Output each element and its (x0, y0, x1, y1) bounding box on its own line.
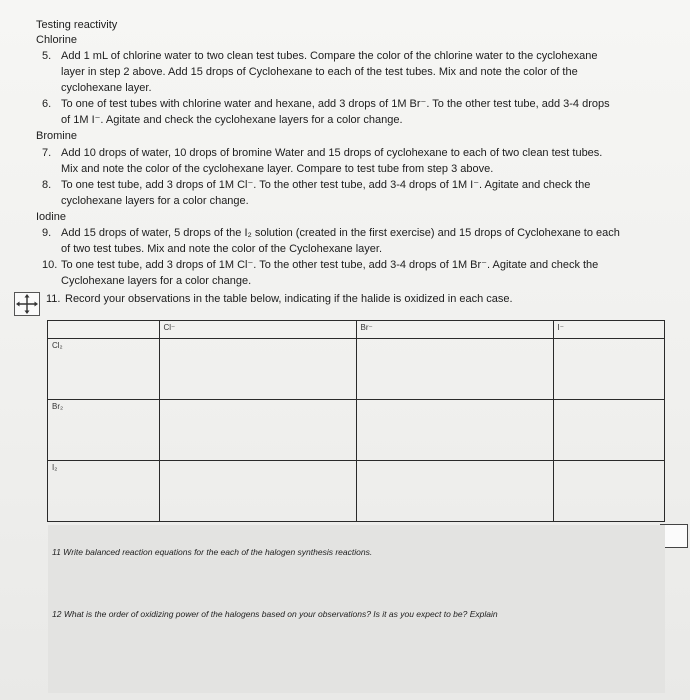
step-text: layer in step 2 above. Add 15 drops of Cyclohexane to each of the test tubes. Mix and note the color of the (61, 66, 578, 78)
table-cell[interactable] (159, 339, 356, 400)
table-row (48, 400, 665, 461)
step-number: 5. (42, 50, 52, 62)
table-cell[interactable] (356, 461, 553, 522)
table-cell[interactable] (159, 400, 356, 461)
answer-area[interactable] (48, 525, 665, 693)
step-text: of two test tubes. Mix and note the color of the Cyclohexane layer. (61, 243, 383, 255)
table-row (48, 461, 665, 522)
step-text: of 1M I⁻. Agitate and check the cyclohexane layers for a color change. (61, 114, 403, 126)
step-text: Cyclohexane layers for a color change. (61, 275, 252, 287)
table-cell[interactable] (356, 400, 553, 461)
step-text: To one of test tubes with chlorine water and hexane, add 3 drops of 1M Br⁻. To the other test tube, add 3-4 drops (61, 98, 610, 110)
table-cell[interactable] (159, 461, 356, 522)
question-12: 12 What is the order of oxidizing power of the halogens based on your observations? Is it as you expect to be? Explain (52, 609, 498, 619)
step-number: 8. (42, 179, 52, 191)
row-header-bromine: Br₂ (48, 400, 160, 461)
step-number: 7. (42, 147, 52, 159)
page-title: Testing reactivity (36, 19, 118, 31)
step-text: Add 10 drops of water, 10 drops of bromine Water and 15 drops of cyclohexane to each of two clean test tubes. (61, 147, 603, 159)
observation-table (47, 320, 665, 522)
step-text: To one test tube, add 3 drops of 1M Cl⁻. To the other test tube, add 3-4 drops of 1M I⁻. Agitate and check the (61, 179, 591, 191)
step-text: Add 1 mL of chlorine water to two clean test tubes. Compare the color of the chlorine water to the cyclohexane (61, 50, 598, 62)
table-cell[interactable] (356, 339, 553, 400)
section-heading-chlorine: Chlorine (36, 34, 77, 46)
step-text: Mix and note the color of the cyclohexane layer. Compare to test tube from step 3 above. (61, 163, 494, 175)
column-header-chloride: Cl⁻ (159, 321, 356, 339)
table-corner-cell (48, 321, 160, 339)
table-row (48, 339, 665, 400)
step-number: 11. (46, 293, 61, 305)
question-11: 11 Write balanced reaction equations for the each of the halogen synthesis reactions. (52, 547, 373, 557)
step-text: cyclohexane layer. (61, 82, 152, 94)
column-header-bromide: Br⁻ (356, 321, 553, 339)
table-cell[interactable] (553, 400, 665, 461)
step-text: cyclohexane layers for a color change. (61, 195, 249, 207)
column-header-iodide: I⁻ (553, 321, 665, 339)
table-cell[interactable] (553, 339, 665, 400)
table-cell[interactable] (553, 461, 665, 522)
move-arrows-icon[interactable] (14, 292, 40, 316)
step-number: 10. (42, 259, 58, 271)
section-heading-bromine: Bromine (36, 130, 77, 142)
row-header-iodine: I₂ (48, 461, 160, 522)
step-text: To one test tube, add 3 drops of 1M Cl⁻. To the other test tube, add 3-4 drops of 1M Br⁻. Agitate and check the (61, 259, 599, 271)
step-text: Add 15 drops of water, 5 drops of the I₂ solution (created in the first exercise) and 15 drops of Cyclohexane to each (61, 227, 620, 239)
step-number: 9. (42, 227, 52, 239)
step-text: Record your observations in the table below, indicating if the halide is oxidized in each case. (65, 293, 513, 305)
table-header-row (48, 321, 665, 339)
step-number: 6. (42, 98, 52, 110)
section-heading-iodine: Iodine (36, 211, 66, 223)
row-header-chlorine: Cl₂ (48, 339, 160, 400)
